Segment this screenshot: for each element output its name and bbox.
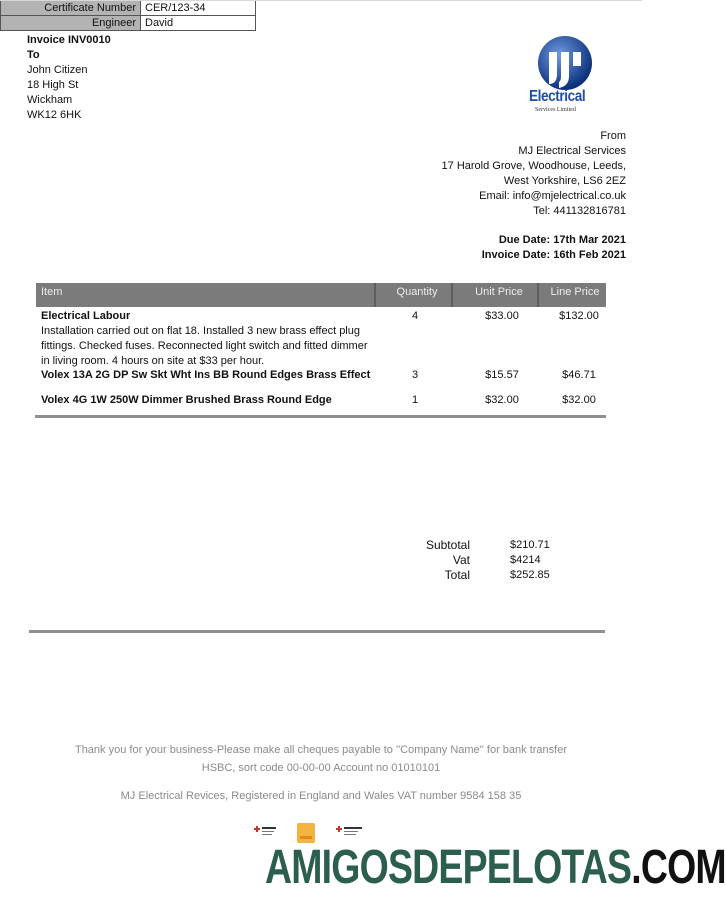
item-description: Installation carried out on flat 18. Installed 3 new brass effect plug fittings. Checked fuses. Reconnected light switch and fitted dimmer in living room. 4 hours on site at $33 per hour. — [41, 325, 368, 367]
from-address-1: 17 Harold Grove, Woodhouse, Leeds, — [441, 160, 626, 172]
dates-block — [482, 233, 626, 263]
item-unit-price: $15.57 — [485, 369, 519, 381]
from-address-2: West Yorkshire, LS6 2EZ — [503, 175, 626, 187]
footer-registration: MJ Electrical Revices, Registered in England and Wales VAT number 9584 158 35 — [120, 790, 522, 802]
vat-value: $4214 — [510, 554, 541, 566]
item-line-price: $46.71 — [562, 369, 596, 381]
logo-wordmark: Electrical — [529, 88, 586, 105]
table-row — [41, 368, 601, 383]
customer-name: John Citizen — [27, 64, 88, 76]
totals-bottom-rule — [29, 630, 605, 633]
footer-bank: HSBC, sort code 00-00-00 Account no 01010101 — [201, 762, 441, 774]
engineer-value: David — [141, 16, 256, 31]
customer-street: 18 High St — [27, 79, 79, 91]
item-name: Electrical Labour — [41, 310, 131, 322]
header-line-price: Line Price — [550, 286, 600, 298]
table-row — [41, 309, 601, 369]
from-phone: Tel: 441132816781 — [533, 205, 626, 217]
engineer-row — [1, 16, 256, 31]
totals-labels — [410, 538, 470, 583]
header-quantity: Quantity — [396, 286, 438, 298]
bill-to-block — [27, 33, 111, 123]
item-quantity: 3 — [411, 369, 419, 381]
watermark — [265, 840, 726, 895]
certificate-number-label: Certificate Number — [1, 1, 141, 16]
items-table-header — [36, 283, 606, 307]
item-quantity: 4 — [411, 310, 419, 322]
from-company: MJ Electrical Services — [518, 145, 626, 157]
table-row — [41, 393, 601, 408]
total-value: $252.85 — [510, 569, 550, 581]
item-line-price: $32.00 — [562, 394, 596, 406]
header-unit-price: Unit Price — [475, 286, 523, 298]
total-label: Total — [444, 568, 470, 582]
page-top-border — [0, 0, 642, 1]
invoice-number: Invoice INV0010 — [27, 34, 111, 46]
item-name: Volex 13A 2G DP Sw Skt Wht Ins BB Round Edges Brass Effect — [41, 369, 371, 381]
items-bottom-rule — [35, 415, 606, 418]
subtotal-label: Subtotal — [425, 538, 470, 552]
subtotal-value: $210.71 — [510, 539, 550, 551]
watermark-part1: AMIGOSDEPELOTAS — [265, 841, 632, 894]
vat-label: Vat — [452, 553, 470, 567]
footer-thanks: Thank you for your business-Please make all cheques payable to ''Company Name'' for bank transfer — [74, 744, 568, 756]
company-logo — [527, 36, 605, 118]
to-label: To — [27, 49, 40, 61]
engineer-label: Engineer — [1, 16, 141, 31]
item-unit-price: $33.00 — [485, 310, 519, 322]
header-item: Item — [41, 286, 63, 298]
customer-postcode: WK12 6HK — [27, 109, 82, 121]
item-name: Volex 4G 1W 250W Dimmer Brushed Brass Round Edge — [41, 394, 332, 406]
item-line-price: $132.00 — [559, 310, 599, 322]
from-email: Email: info@mjelectrical.co.uk — [479, 190, 626, 202]
from-label: From — [600, 130, 626, 142]
certificate-number-value: CER/123-34 — [141, 1, 256, 16]
certificate-table — [0, 0, 256, 31]
logo-subtitle: Services Limited — [535, 107, 576, 113]
customer-town: Wickham — [27, 94, 73, 106]
watermark-part2: .COM — [631, 841, 726, 894]
invoice-date: Invoice Date: 16th Feb 2021 — [481, 249, 626, 261]
item-unit-price: $32.00 — [485, 394, 519, 406]
due-date: Due Date: 17th Mar 2021 — [498, 234, 626, 246]
totals-values — [510, 538, 550, 583]
certificate-row — [1, 1, 256, 16]
from-block — [442, 129, 626, 219]
item-quantity: 1 — [411, 394, 419, 406]
